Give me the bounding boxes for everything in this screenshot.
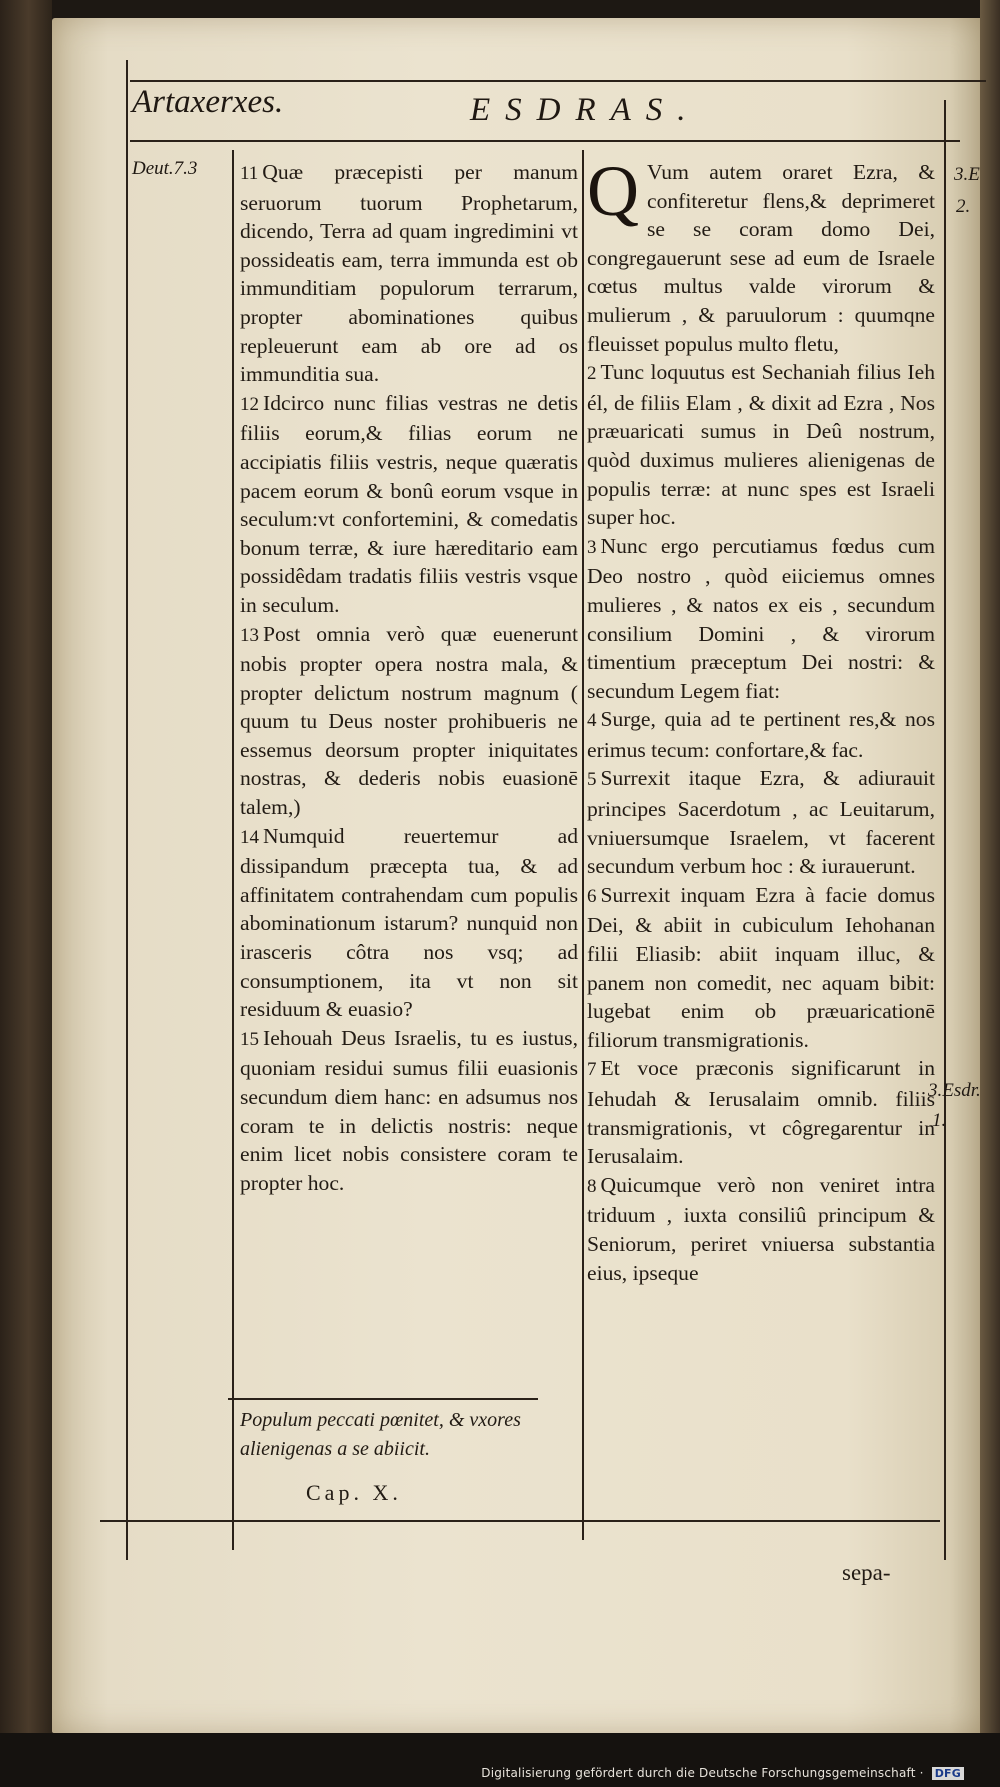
right-column xyxy=(587,151,935,1287)
left-column xyxy=(240,158,578,1197)
left-margin-rule xyxy=(126,60,128,1560)
verse-1: Q Vum autem oraret Ezra, & confiteretur flens,& deprimeret se se coram domo Dei, congregauerunt sese ad eum de Israele cœtus multus valde virorum & mulierum , & paruulorum : quumqne fleuisset populus multo fletu, xyxy=(587,151,935,356)
summary-rule xyxy=(228,1398,538,1400)
bottom-rule xyxy=(100,1520,940,1522)
left-column-rule xyxy=(232,150,234,1550)
chapter-heading: Cap. X. xyxy=(306,1480,402,1505)
verse-3: 3 Nunc ergo percutiamus fœdus cum Deo nostro , quòd eiiciemus omnes mulieres , & natos ex eis , secundum consilium Domini , & virorum timentium præceptum Dei nostri: & secundum Legem fiat: xyxy=(587,533,935,703)
verse-2: 2 Tunc loquutus est Sechaniah filius Ieh él, de filiis Elam , & dixit ad Ezra , Nos præuaricati sumus in Deû nostrum, quòd duximus mulieres alienigenas de populis terræ: at nunc spes est Israeli super hoc. xyxy=(587,360,935,530)
verse-11: 11 Quæ præcepisti per manum seruorum tuorum Prophetarum, dicendo, Terra ad quam ingredimini vt possideatis eam, terra immunda est ob immunditiam populorum terrarum, propter abominationes quibus repleuerunt eam ab ore ad os immunditia sua. xyxy=(240,160,578,387)
page-right-edge xyxy=(980,0,1000,1787)
verse-14: 14 Numquid reuertemur ad dissipandum præcepta tua, & ad affinitatem contrahendam cum populis abominationum istarum? nunquid non irasceris côtra nos vsq; ad consumptionem, ita vt non sit residuum & euasio? xyxy=(240,823,578,1022)
verse-8: 8 Quicumque verò non veniret intra triduum , iuxta consiliû principum & Seniorum, periret vniuersa substantia eius, ipseque xyxy=(587,1172,935,1285)
verse-15: 15 Iehouah Deus Israelis, tu es iustus, quoniam residui sumus filii euasionis secundum diem hanc: en adsumus nos coram te in delictis nostris: neque enim licet nobis consistere coram te propter hoc. xyxy=(240,1025,578,1195)
verse-4: 4 Surge, quia ad te pertinent res,& nos erimus tecum: confortare,& fac. xyxy=(587,707,935,762)
running-head-left: Artaxerxes. xyxy=(132,84,284,120)
digitization-credit: Digitalisierung gefördert durch die Deutsche Forschungsgemeinschaft · DFG xyxy=(481,1766,964,1780)
center-column-rule xyxy=(582,150,584,1540)
running-head-title: ESDRAS. xyxy=(470,92,701,128)
catchword: sepa- xyxy=(842,1560,891,1585)
drop-cap: Q xyxy=(587,151,639,231)
chapter-summary: Populum peccati pœnitet, & vxores alienigenas a se abiicit. xyxy=(240,1409,521,1460)
header-rule xyxy=(130,140,960,142)
margin-ref-right-a: 3.E xyxy=(954,164,980,185)
margin-ref-right-c: 3.Esdr. xyxy=(928,1080,981,1101)
margin-ref-right-d: 1. xyxy=(932,1110,947,1131)
verse-5: 5 Surrexit itaque Ezra, & adiurauit principes Sacerdotum , ac Leuitarum, vniuersumque Israelem, vt facerent secundum verbum hoc : & iurauerunt. xyxy=(587,766,935,879)
margin-ref-left: Deut.7.3 xyxy=(132,158,198,179)
dfg-logo: DFG xyxy=(932,1767,964,1780)
verse-7: 7 Et voce præconis significarunt in Iehudah & Ierusalaim omnib. filiis transmigrationis, vt côgregarentur in Ierusalaim. xyxy=(587,1056,935,1169)
verse-12: 12 Idcirco nunc filias vestras ne detis filiis eorum,& filias eorum ne accipiatis filiis vestris, neque quæratis pacem eorum & bonû eorum vsque in seculum:vt confortemini, & comedatis bonum terræ, & iure hæreditario eam possidêdam tradatis filiis vestris vsque in seculum. xyxy=(240,390,578,617)
verse-13: 13 Post omnia verò quæ euenerunt nobis propter opera nostra mala, & propter delictum nostrum magnum ( quum tu Deus noster prohibueris ne essemus deorsum propter iniquitates nostras, & dederis nobis euasionē talem,) xyxy=(240,621,578,820)
margin-ref-right-b: 2. xyxy=(956,196,971,217)
verse-6: 6 Surrexit inquam Ezra à facie domus Dei, & abiit in cubiculum Iehohanan filii Eliasib: abiit inquam illuc, & panem non comedit, nec aquam bibit: lugebat enim ob præuaricationē filiorum transmigrationis. xyxy=(587,882,935,1052)
book-spine-edge xyxy=(0,0,52,1787)
right-column-rule xyxy=(944,100,946,1560)
header-rule-top xyxy=(130,80,986,82)
